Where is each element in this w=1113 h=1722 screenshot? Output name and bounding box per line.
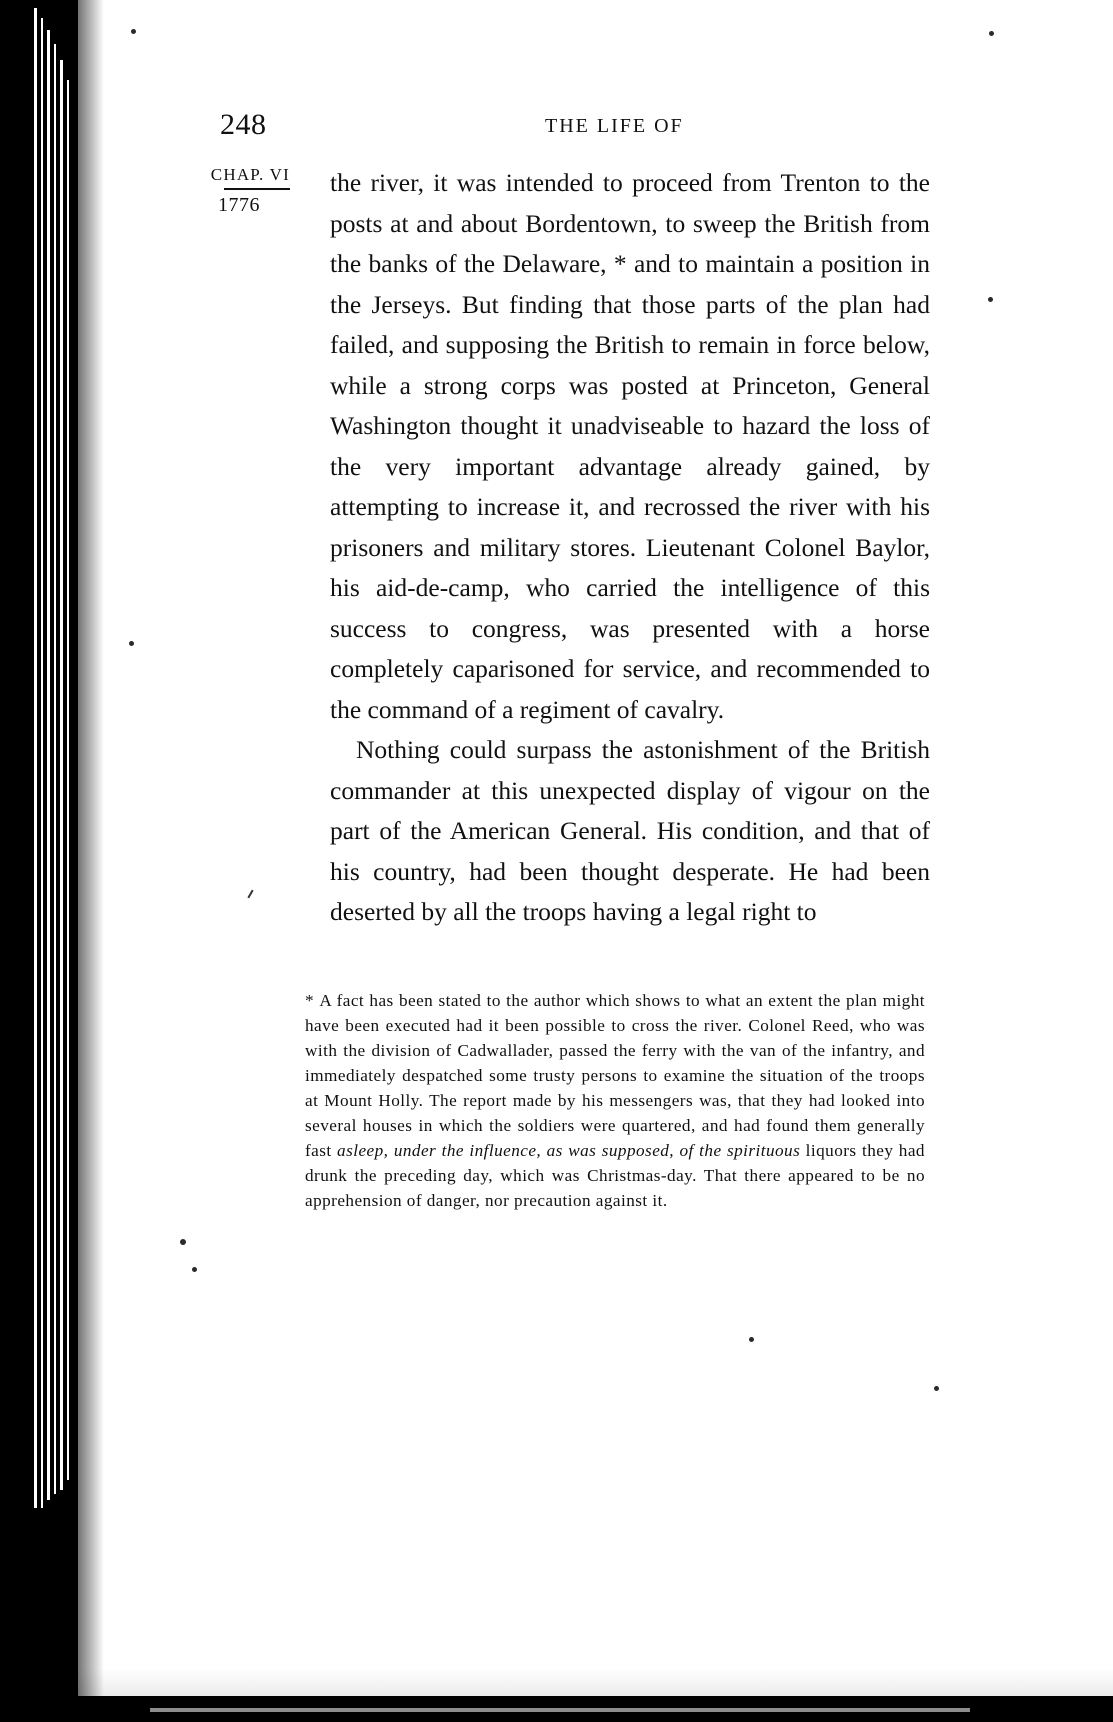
- scan-speck: [749, 1337, 754, 1342]
- scan-speck: [192, 1267, 197, 1272]
- page-number: 248: [220, 108, 267, 141]
- scan-speck: [129, 641, 134, 646]
- scan-bottom-highlight: [150, 1708, 970, 1712]
- footnote-marker: *: [305, 991, 315, 1010]
- paragraph: the river, it was intended to proceed from Trenton to the posts at and about Bordentown, to sweep the British from the banks of the Delaware, * and to maintain a position in the Jerseys. But finding that those parts of the plan had failed, and supposing the British to remain in force below, while a strong corps was posted at Princeton, General Washington thought it unadviseable to hazard the loss of the very important advantage already gained, by attempting to increase it, and recrossed the river with his prisoners and military stores. Lieutenant Colonel Baylor, his aid-de-camp, who carried the intelligence of this success to congress, was presented with a horse completely caparisoned for service, and recommended to the command of a regiment of cavalry.: [330, 168, 930, 724]
- page-header: [180, 108, 1010, 142]
- page-edge: [60, 60, 63, 1490]
- scan-speck: [989, 31, 994, 36]
- paragraph: Nothing could surpass the astonishment of the British commander at this unexpected display of vigour on the part of the American General. His condition, and that of his country, had been thought desperate. He had been deserted by all the troops having a legal right to: [330, 735, 930, 926]
- running-head: THE LIFE OF: [545, 115, 684, 137]
- page-edge: [67, 80, 69, 1480]
- page-edge: [54, 44, 56, 1494]
- page-edge: [41, 18, 43, 1508]
- page-edge: [47, 30, 50, 1500]
- footnote-text-part-2: liquors they had drunk the preceding day, which was Christmas-day. That there appeared to be no apprehension of danger, nor precaution against it.: [305, 1141, 925, 1210]
- year-label: 1776: [218, 194, 260, 217]
- gutter-gradient: [78, 0, 104, 1722]
- stray-pen-mark: [247, 890, 253, 899]
- scan-speck: [934, 1386, 939, 1391]
- body-text-column: [330, 163, 930, 933]
- chapter-label: CHAP. VI: [210, 165, 290, 184]
- marginalia: [120, 165, 290, 217]
- scan-bottom-bar: [0, 1696, 1113, 1722]
- footnote: [305, 988, 925, 1213]
- footnote-text-part-1: A fact has been stated to the author which shows to what an extent the plan might have been executed had it been possible to cross the river. Colonel Reed, who was with the division of Cadwallader, passed the ferry with the van of the infantry, and immediately despatched some trusty persons to examine the situation of the troops at Mount Holly. The report made by his messengers was, that they had looked into several houses in which the soldiers were quartered, and had found them generally fast: [305, 991, 925, 1160]
- page-edge: [34, 8, 37, 1508]
- marginalia-rule: [224, 188, 290, 190]
- scan-speck: [131, 29, 136, 34]
- scan-speck: [180, 1239, 186, 1245]
- book-gutter-shadow: [0, 0, 78, 1722]
- footnote-text-italic: asleep, under the influence, as was supposed, of the spirituous: [337, 1141, 801, 1160]
- scan-speck: [988, 297, 993, 302]
